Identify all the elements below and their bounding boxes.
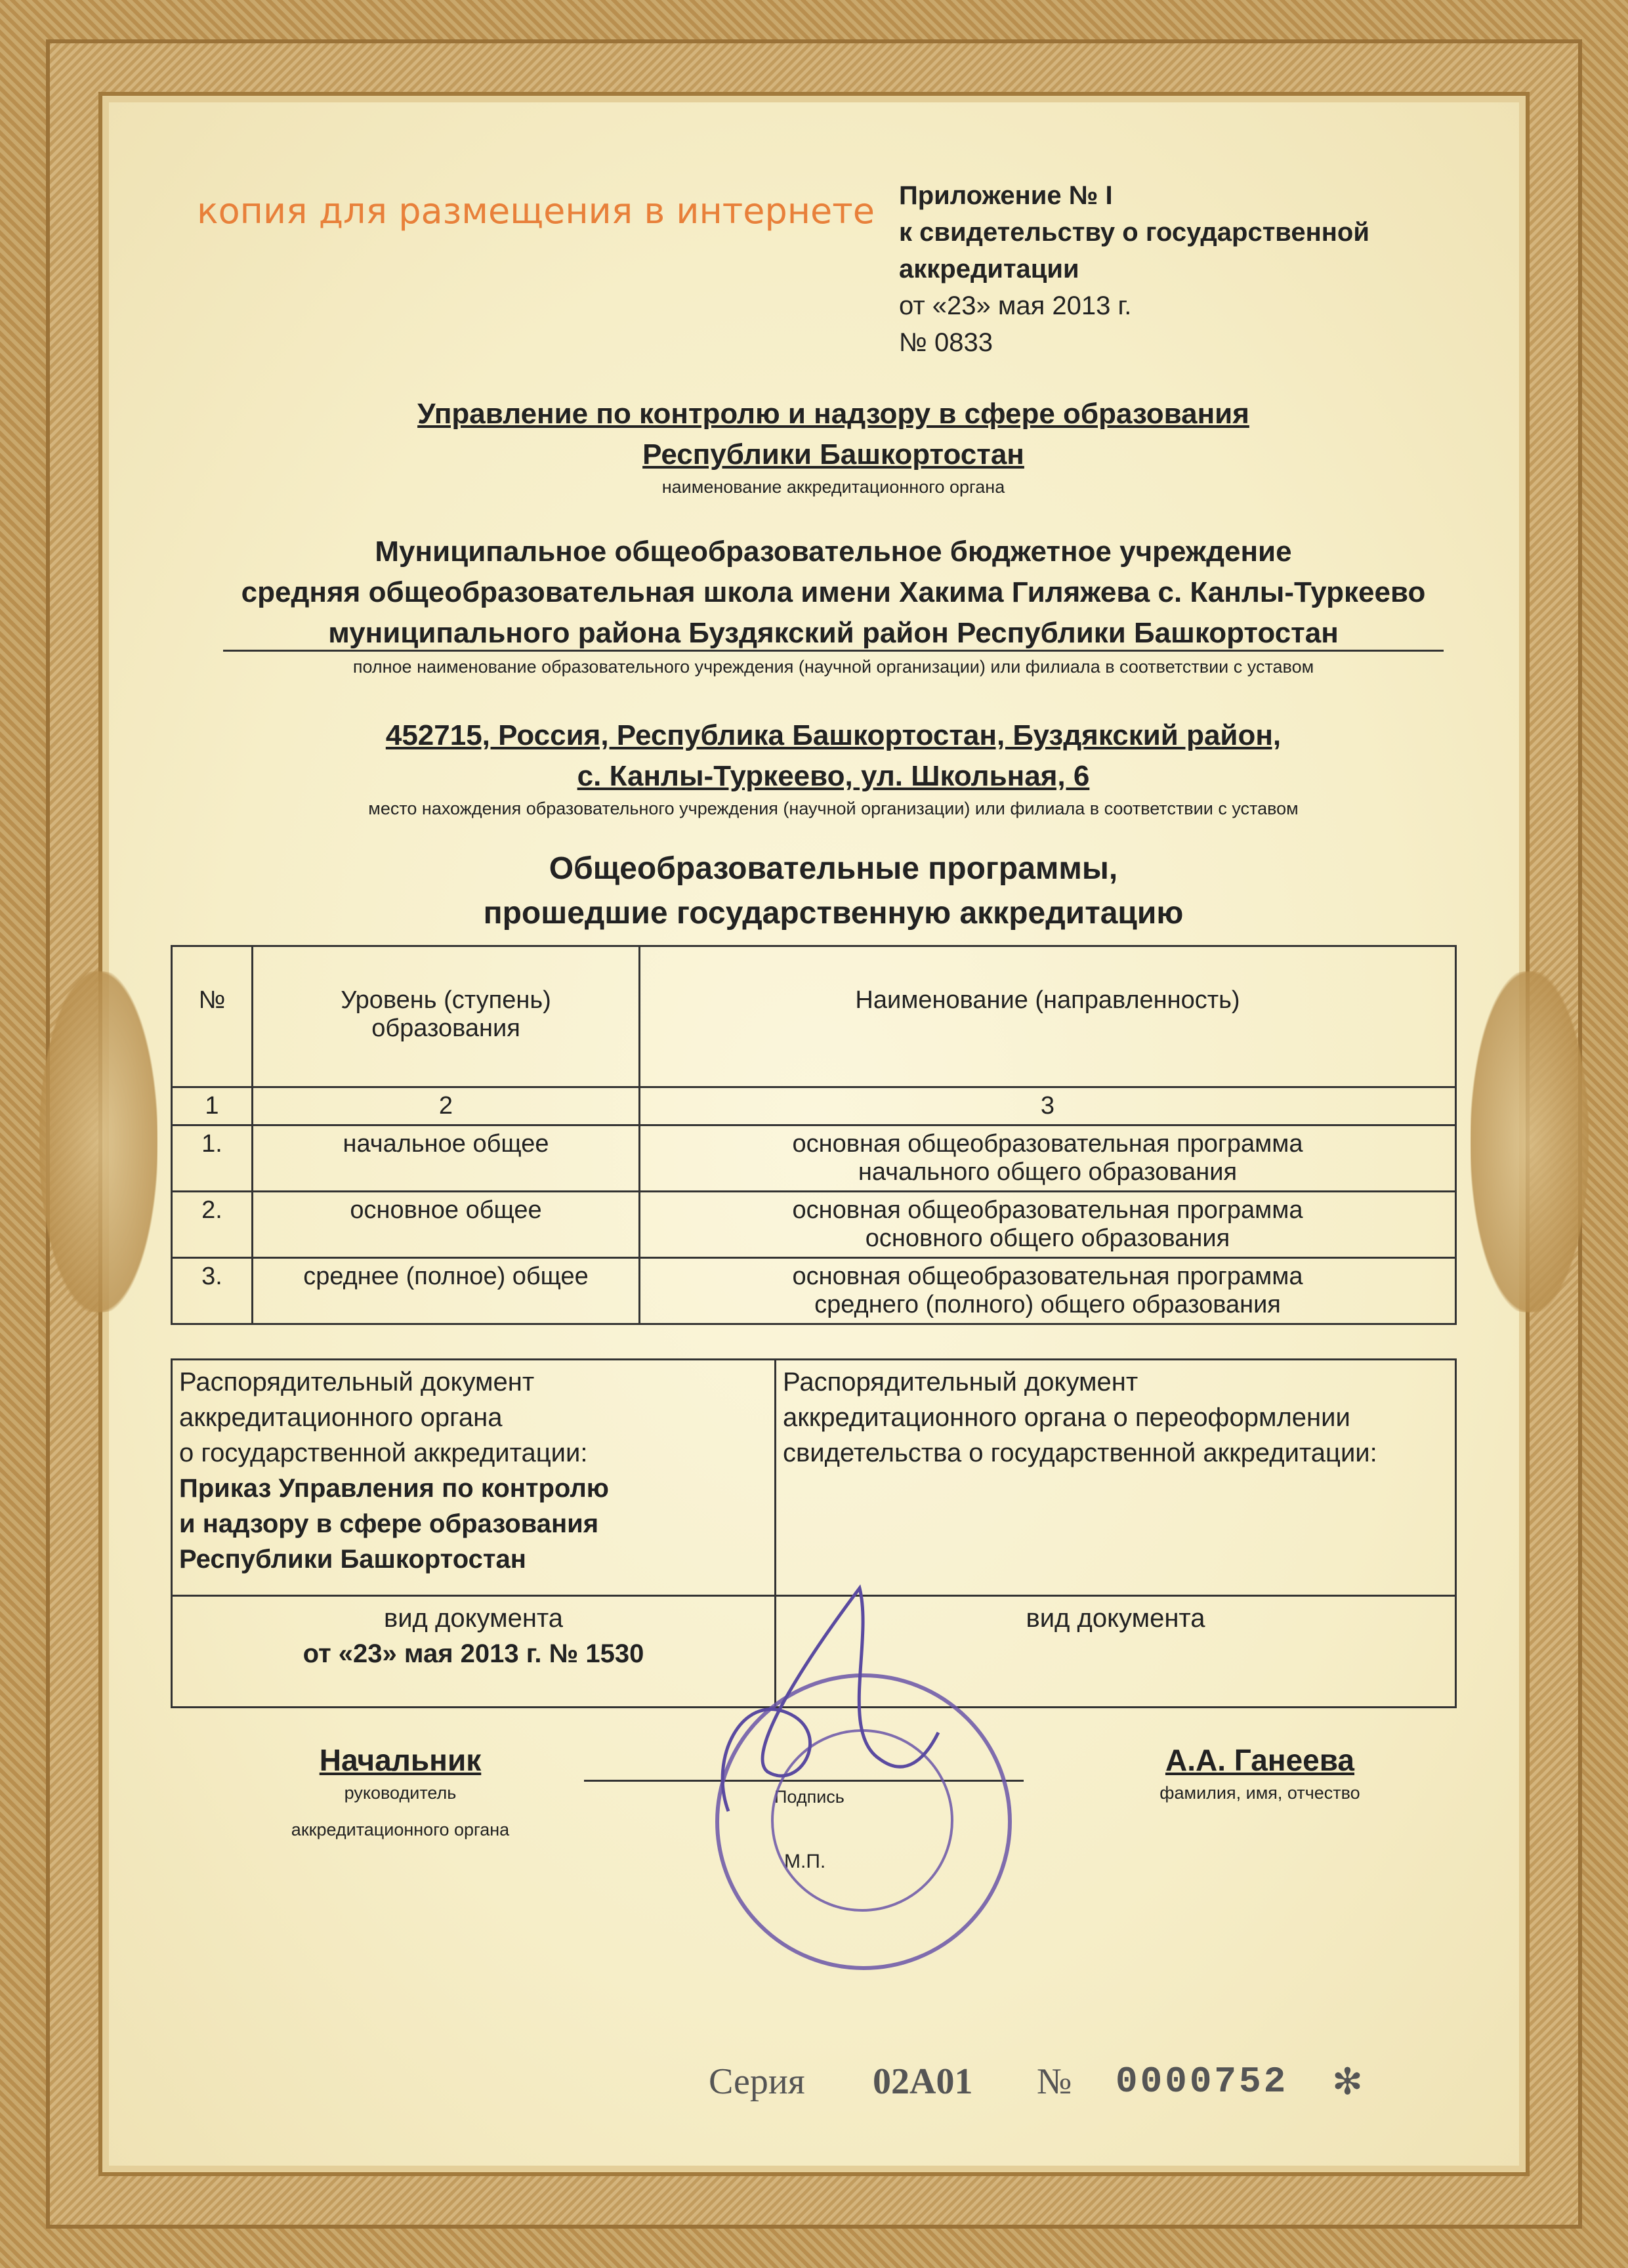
signature-caption: Подпись [774, 1787, 845, 1807]
right-kind-cell: вид документа [776, 1596, 1456, 1708]
documents-main-row [172, 1360, 1456, 1596]
address-line1: 452715, Россия, Республика Башкортостан, Буздякский район, [385, 719, 1282, 751]
organ-name-line2: Республики Башкортостан [642, 438, 1024, 471]
position-block [236, 1739, 564, 1841]
position-caption1: руководитель [344, 1783, 457, 1803]
table-row [172, 1125, 1456, 1192]
institution-block [164, 532, 1503, 654]
table-index-row [172, 1087, 1456, 1125]
left-ornament [39, 971, 157, 1312]
appendix-line3: аккредитации [899, 255, 1079, 284]
row-num: 2. [172, 1192, 253, 1258]
row-level: среднее (полное) общее [253, 1258, 640, 1324]
address-caption: место нахождения образовательного учреждения (научной организации) или филиала в соответствии с уставом [368, 799, 1299, 818]
institution-line1: Муниципальное общеобразовательное бюджетное учреждение [375, 536, 1292, 568]
table-header-row [172, 946, 1456, 1087]
organ-caption: наименование аккредитационного органа [661, 477, 1005, 497]
handwritten-signature [689, 1562, 951, 1857]
appendix-line1: Приложение № I [899, 181, 1113, 210]
header-level: Уровень (ступень) образования [253, 946, 640, 1087]
organ-name-line1: Управление по контролю и надзору в сфере образования [417, 398, 1249, 430]
programs-title [164, 847, 1503, 936]
serial-number: 0000752 [1116, 2061, 1289, 2103]
row-level: начальное общее [253, 1125, 640, 1192]
row-level: основное общее [253, 1192, 640, 1258]
signer-name: А.А. Ганеева [1165, 1743, 1355, 1777]
row-num: 3. [172, 1258, 253, 1324]
right-ornament [1471, 971, 1589, 1312]
appendix-block [899, 177, 1424, 361]
header-num: № [172, 946, 253, 1087]
accreditation-document-cell: Распорядительный документ аккредитационного органа о государственной аккредитации: Приказ Управления по контролю и надзору в сфере образования Республики Башкортостан [172, 1360, 776, 1596]
appendix-line2: к свидетельству о государственной [899, 218, 1369, 247]
programs-title-line1: Общеобразовательные программы, [549, 851, 1118, 886]
position-title: Начальник [319, 1743, 482, 1777]
address-block [164, 715, 1503, 820]
serial-mark-icon: ✻ [1332, 2062, 1363, 2103]
name-block [1116, 1739, 1404, 1805]
name-caption: фамилия, имя, отчество [1159, 1783, 1360, 1803]
organ-block [164, 394, 1503, 499]
mp-label: М.П. [784, 1851, 826, 1872]
serial-label: Серия [709, 2061, 805, 2102]
table-row [172, 1192, 1456, 1258]
institution-caption: полное наименование образовательного учреждения (научной организации) или филиала в соответствии с уставом [352, 657, 1314, 677]
index-cell: 1 [172, 1087, 253, 1125]
serial-series: 02А01 [873, 2061, 973, 2102]
programs-table [171, 945, 1457, 1325]
serial-number-label: № [1037, 2061, 1072, 2102]
appendix-number: № 0833 [899, 328, 993, 357]
row-num: 1. [172, 1125, 253, 1192]
institution-line3: муниципального района Буздякский район Республики Башкортостан [328, 617, 1339, 649]
programs-title-line2: прошедшие государственную аккредитацию [483, 896, 1184, 931]
watermark-text: копия для размещения в интернете [197, 190, 875, 232]
address-line2: с. Канлы-Туркеево, ул. Школьная, 6 [577, 760, 1090, 792]
row-name: основная общеобразовательная программа начального общего образования [640, 1125, 1456, 1192]
index-cell: 3 [640, 1087, 1456, 1125]
table-row [172, 1258, 1456, 1324]
appendix-date: от «23» мая 2013 г. [899, 291, 1132, 320]
position-caption2: аккредитационного органа [291, 1820, 510, 1839]
reissue-document-cell: Распорядительный документ аккредитационного органа о переоформлении свидетельства о государственной аккредитации: [776, 1360, 1456, 1596]
header-name: Наименование (направленность) [640, 946, 1456, 1087]
left-kind-cell: вид документа от «23» мая 2013 г. № 1530 [172, 1596, 776, 1708]
row-name: основная общеобразовательная программа среднего (полного) общего образования [640, 1258, 1456, 1324]
row-name: основная общеобразовательная программа основного общего образования [640, 1192, 1456, 1258]
institution-rule [223, 650, 1444, 652]
institution-line2: средняя общеобразовательная школа имени Хакима Гиляжева с. Канлы-Туркеево [241, 576, 1426, 608]
index-cell: 2 [253, 1087, 640, 1125]
